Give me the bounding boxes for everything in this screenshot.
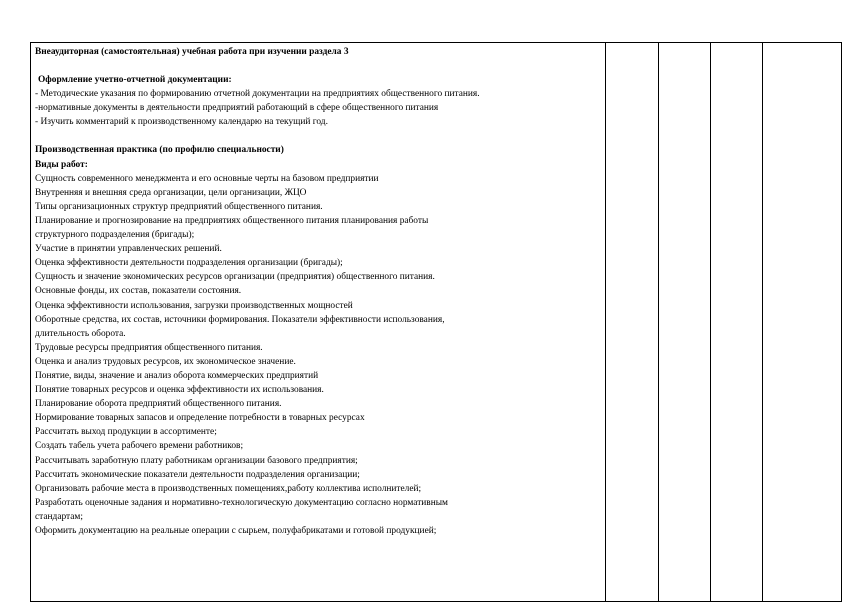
list-item: Планирование и прогнозирование на предприятиях общественного питания планирования работы (35, 215, 429, 226)
list-item: Создать табель учета рабочего времени работников; (35, 441, 244, 452)
list-item: Трудовые ресурсы предприятия общественного питания. (35, 342, 263, 353)
list-item: Типы организационных структур предприятий общественного питания. (35, 201, 323, 212)
list-item: Оценка и анализ трудовых ресурсов, их экономическое значение. (35, 356, 296, 367)
list-item: длительность оборота. (35, 328, 126, 339)
list-item: структурного подразделения (бригады); (35, 230, 195, 241)
list-item: Рассчитать экономические показатели деятельности подразделения организации; (35, 469, 360, 480)
docs-list (35, 87, 602, 129)
empty-cell (606, 43, 658, 602)
list-item: -нормативные документы в деятельности предприятий работающий в сфере общественного питания (35, 103, 439, 114)
list-item: - Изучить комментарий к производственному календарю на текущий год. (35, 117, 328, 128)
list-item: Оборотные средства, их состав, источники формирования. Показатели эффективности использования, (35, 314, 445, 325)
empty-cell (658, 43, 710, 602)
list-item: Планирование оборота предприятий общественного питания. (35, 399, 282, 410)
list-item: Понятие, виды, значение и анализ оборота коммерческих предприятий (35, 370, 319, 381)
list-item: Оформить документацию на реальные операции с сырьем, полуфабрикатами и готовой продукцией; (35, 526, 437, 536)
list-item: Сущность и значение экономических ресурсов организации (предприятия) общественного питания. (35, 272, 435, 283)
list-item: Разработать оценочные задания и нормативно-технологическую документацию согласно нормативным (35, 497, 448, 508)
content-cell (31, 43, 606, 602)
empty-cell (763, 43, 842, 602)
curriculum-table (30, 42, 842, 602)
list-item: Сущность современного менеджмента и его основные черты на базовом предприятии (35, 173, 379, 184)
practice-heading: Производственная практика (по профилю специальности) (35, 145, 284, 156)
list-item: стандартам; (35, 511, 83, 522)
list-item: Оценка эффективности деятельности подразделения организации (бригады); (35, 258, 343, 269)
list-item: Оценка эффективности использования, загрузки производственных мощностей (35, 300, 353, 311)
list-item: Нормирование товарных запасов и определение потребности в товарных ресурсах (35, 413, 365, 424)
list-item: Организовать рабочие места в производственных помещениях,работу коллектива исполнителей; (35, 483, 422, 494)
section-title: Внеаудиторная (самостоятельная) учебная работа при изучении раздела 3 (35, 47, 349, 57)
list-item: Основные фонды, их состав, показатели состояния. (35, 286, 242, 297)
spacer (35, 129, 602, 143)
list-item: Внутренняя и внешняя среда организации, цели организации, ЖЦО (35, 187, 307, 198)
work-types-heading: Виды работ: (35, 159, 88, 170)
empty-cell (710, 43, 762, 602)
work-list (35, 172, 602, 538)
list-item: Понятие товарных ресурсов и оценка эффективности их использования. (35, 385, 324, 396)
list-item: - Методические указания по формированию отчетной документации на предприятиях общественного питания. (35, 89, 480, 100)
spacer (35, 59, 602, 73)
list-item: Участие в принятии управленческих решений. (35, 244, 222, 255)
cell-content (31, 43, 605, 538)
table-row (31, 43, 842, 602)
list-item: Рассчитать выход продукции в ассортименте; (35, 427, 217, 438)
docs-heading: Оформление учетно-отчетной документации: (38, 75, 232, 86)
list-item: Рассчитывать заработную плату работникам организации базового предприятия; (35, 455, 358, 466)
